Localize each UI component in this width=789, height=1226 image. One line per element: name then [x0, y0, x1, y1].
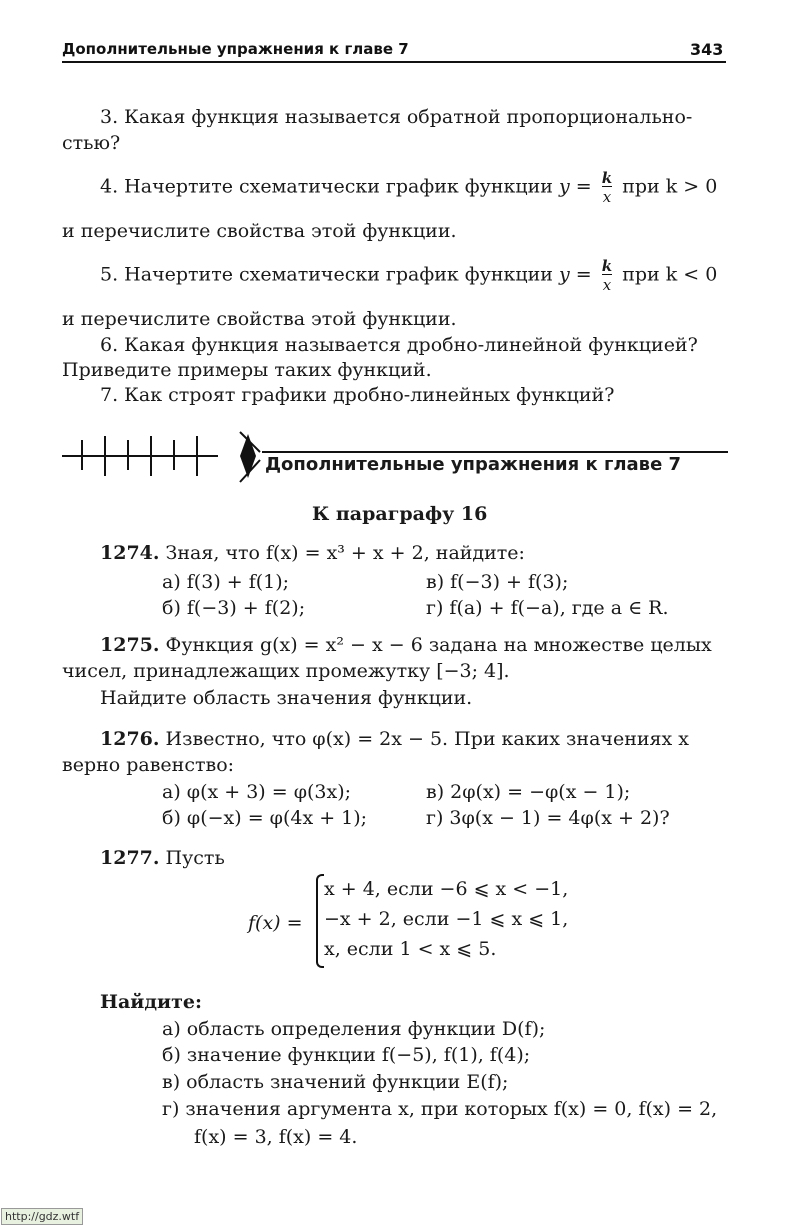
- question-7: 7. Как строят графики дробно-линейных функций?: [100, 384, 615, 406]
- exercise-1276-v: в) 2φ(x) = −φ(x − 1);: [426, 781, 631, 803]
- exercise-1276-a: а) φ(x + 3) = φ(3x);: [162, 781, 352, 803]
- fraction-denominator: x: [602, 188, 612, 206]
- exercise-1276-b: б) φ(−x) = φ(4x + 1);: [162, 807, 368, 829]
- question-4-fraction: [602, 170, 612, 205]
- exercise-1277-v: в) область значений функции E(f);: [162, 1071, 509, 1093]
- exercise-1277-g-line-1: г) значения аргумента x, при которых f(x) = 0, f(x) = 2,: [162, 1098, 718, 1120]
- exercise-1276-g: г) 3φ(x − 1) = 4φ(x + 2)?: [426, 807, 670, 829]
- exercise-number: 1277.: [100, 847, 160, 869]
- question-5-fraction: [602, 258, 612, 293]
- exercise-1277-b: б) значение функции f(−5), f(1), f(4);: [162, 1044, 531, 1066]
- exercise-1275-line-2: чисел, принадлежащих промежутку [−3; 4].: [62, 660, 510, 682]
- exercise-1277-g-line-2: f(x) = 3, f(x) = 4.: [194, 1126, 358, 1148]
- exercise-1274-v: в) f(−3) + f(3);: [426, 571, 569, 593]
- paragraph-subtitle: К параграфу 16: [312, 503, 488, 525]
- exercise-1274-b: б) f(−3) + f(2);: [162, 597, 306, 619]
- exercise-1275: [100, 632, 712, 658]
- exercise-text: Зная, что f(x) = x³ + x + 2, найдите:: [165, 542, 525, 564]
- question-4: [100, 170, 717, 205]
- exercise-1276-line-2: верно равенство:: [62, 754, 235, 776]
- exercise-1274-a: а) f(3) + f(1);: [162, 571, 290, 593]
- question-6-line-1: 6. Какая функция называется дробно-линейной функцией?: [100, 334, 698, 356]
- exercise-1277-a: а) область определения функции D(f);: [162, 1018, 546, 1040]
- question-5-eq: y =: [559, 263, 592, 286]
- piecewise-brace: [316, 874, 324, 968]
- question-5-line-2: и перечислите свойства этой функции.: [62, 308, 457, 330]
- question-6-line-2: Приведите примеры таких функций.: [62, 359, 432, 381]
- question-4-text: 4. Начертите схематически график функции: [100, 175, 553, 198]
- exercise-1275-line-3: Найдите область значения функции.: [100, 687, 473, 709]
- exercise-text: Известно, что φ(x) = 2x − 5. При каких значениях x: [165, 728, 689, 750]
- question-5: [100, 258, 717, 293]
- exercise-number: 1275.: [100, 634, 160, 656]
- exercise-1274-g: г) f(a) + f(−a), где a ∈ R.: [426, 597, 669, 619]
- question-4-eq: y =: [559, 175, 592, 198]
- fraction-denominator: x: [602, 276, 612, 294]
- exercise-1277: [100, 845, 225, 871]
- question-4-line-2: и перечислите свойства этой функции.: [62, 220, 457, 242]
- question-3-line-2: стью?: [62, 132, 121, 154]
- question-3-line-1: 3. Какая функция называется обратной пропорционально-: [100, 106, 693, 128]
- piecewise-case-3: x, если 1 < x ⩽ 5.: [324, 938, 497, 960]
- exercise-1274: [100, 540, 525, 566]
- question-5-text: 5. Начертите схематически график функции: [100, 263, 553, 286]
- question-4-condition: при k > 0: [622, 175, 718, 198]
- question-5-condition: при k < 0: [622, 263, 718, 286]
- exercise-text: Функция g(x) = x² − x − 6 задана на множестве целых: [165, 634, 712, 656]
- watermark: http://gdz.wtf: [1, 1208, 83, 1225]
- running-title: Дополнительные упражнения к главе 7: [62, 40, 409, 58]
- exercise-text: Пусть: [165, 847, 225, 869]
- header-rule: [62, 61, 726, 63]
- page-number: 343: [690, 40, 724, 59]
- piecewise-case-2: −x + 2, если −1 ⩽ x ⩽ 1,: [324, 908, 569, 930]
- exercise-number: 1276.: [100, 728, 160, 750]
- exercise-1276: [100, 726, 689, 752]
- fraction-numerator: k: [601, 169, 613, 187]
- exercise-number: 1274.: [100, 542, 160, 564]
- piecewise-lhs: f(x) =: [248, 912, 303, 934]
- exercise-1277-find: Найдите:: [100, 991, 202, 1013]
- fraction-numerator: k: [601, 257, 613, 275]
- section-title: Дополнительные упражнения к главе 7: [265, 454, 682, 475]
- piecewise-case-1: x + 4, если −6 ⩽ x < −1,: [324, 878, 569, 900]
